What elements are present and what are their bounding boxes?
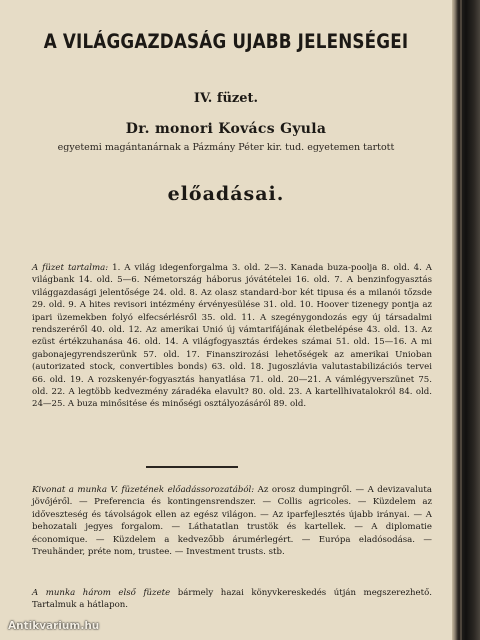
book-spine <box>452 0 480 640</box>
availability-text: bármely hazai könyvkereskedés útján megszerezhető. Tartalmuk a hátlapon. <box>32 588 432 611</box>
contents-label: A füzet tartalma: <box>32 263 109 273</box>
page-title: A VILÁGGAZDASÁG UJABB JELENSÉGEI <box>43 30 409 53</box>
author-name: Dr. monori Kovács Gyula <box>125 121 327 137</box>
section-divider <box>146 466 238 468</box>
issue-number: IV. füzet. <box>193 91 259 106</box>
watermark-logo: Antikvarium.hu <box>8 620 100 632</box>
series-label: Kivonat a munka V. füzetének előadássorozatából: <box>32 485 255 495</box>
availability-label: A munka három első füzete <box>32 588 171 598</box>
series-paragraph <box>32 484 432 558</box>
lectures-heading: előadásai. <box>167 183 285 205</box>
author-affiliation: egyetemi magántanárnak a Pázmány Péter kir. tud. egyetemen tartott <box>57 142 395 153</box>
availability-paragraph <box>32 587 432 612</box>
series-text: Az orosz dumpingről. — A devizavaluta jövőjéről. — Preferencia és kontingensrendszer. — Collis agricoles. — Küzdelem az időveszteség és távolságok ellen az egész világon. — Az iparfejlesztés újabb irányai. — A behozatali jegyes forgalom. — Láthatatlan trustök és kartellek. — A diplomatie économique. — Küzdelem a kedvezőbb árumérlegért. — Európa eladósodása. — Treuhänder, préte nom, trustee. — Investment trusts. stb. <box>32 485 432 558</box>
contents-paragraph <box>32 262 432 411</box>
contents-text: 1. A világ idegenforgalma 3. old. 2—3. Kanada buza-poolja 8. old. 4. A világbank 14. old. 5—6. Németország háborus jóvátételei 16. old. 7. A benzinfogyasztás világgazdasági jelentősége 24. old. 8. Az olasz standard-bor két tipusa és a milanói tőzsde 29. old. 9. A hites revisori intézmény érvényesülése 31. old. 10. Hoover tizenegy pontja az ipari üzemekben folyó elfecsérlésről 35. old. 11. A szegénygondozás egy új társadalmi rendszeréről 40. old. 12. Az amerikai Unió új vámtarifájának életbelépése 43. old. 13. Az ezüst értékzuhanása 46. old. 14. A világfogyasztás érdekes számai 51. old. 15—16. A mi gabonajegyrendszerünk 57. old. 17. Finanszirozási lehetőségek az amerikai Unioban (autorizated stock, convertibles bonds) 63. old. 18. Jugoszlávia valutastabilizációs tervei 66. old. 19. A rozskenyér-fogyasztás hanyatlása 71. old. 20—21. A vámlégyverszünet 75. old. 22. A legtöbb kedvezmény záradéka elavult? 80. old. 23. A kartellhivatalokról 84. old. 24—25. A buza minősitése és minőségi osztályozásáról 89. old. <box>32 263 433 410</box>
